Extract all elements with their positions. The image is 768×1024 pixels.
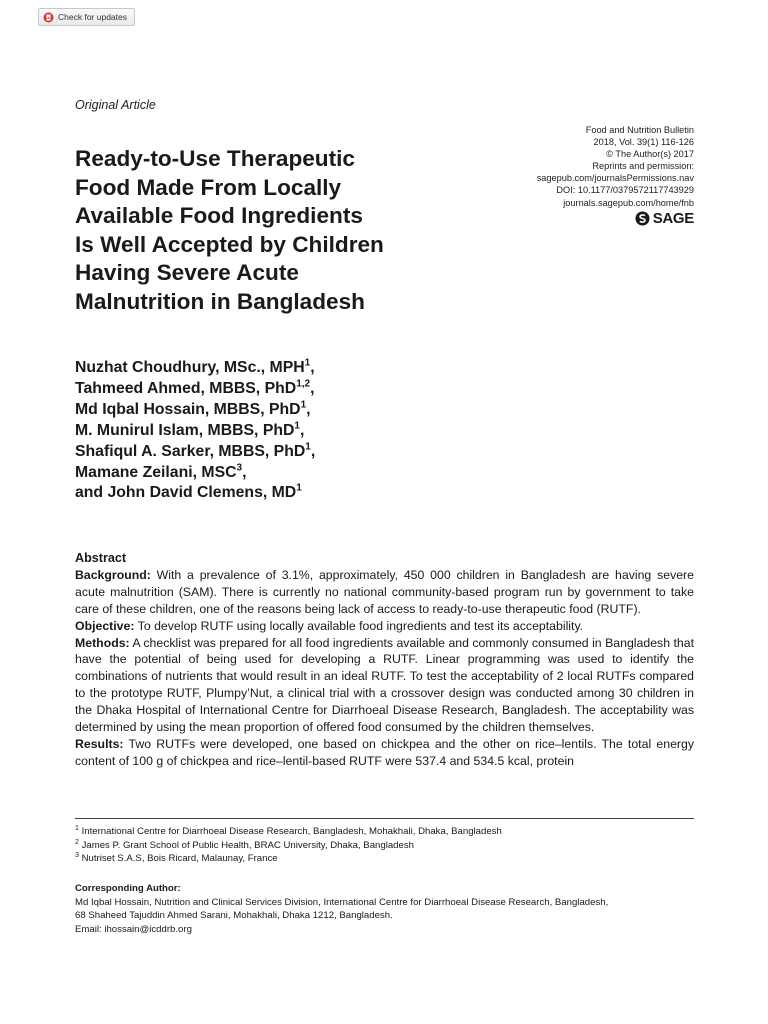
author (75, 463, 315, 484)
results-text: Two RUTFs were developed, one based on chickpea and the other on rice–lentils. The total energy content of 100 g of chickpea and rice–lentil-based RUTF were 537.4 and 534.5 kcal, protein (75, 736, 694, 768)
methods-text: A checklist was prepared for all food ingredients available and commonly consumed in Bangladesh that have the potential of being used for developing a RUTF. Linear programming was used to identify the combinations of nutrients that would result in an ideal RUTF. To test the acceptability of 2 local RUTFs compared to the prototype RUTF, Plumpy’Nut, a clinical trial with a crossover design was conducted among 30 children in the Dhaka Hospital of International Centre for Diarrhoeal Disease Research, Bangladesh. The acceptability was determined by using the mean proportion of offered food consumed by the children themselves. (75, 635, 694, 735)
author (75, 400, 315, 421)
journal-reprints: Reprints and permission: (592, 161, 694, 172)
title-line: Having Severe Acute (75, 260, 299, 286)
title-line: Is Well Accepted by Children (75, 231, 384, 257)
author-separator: , (306, 400, 311, 418)
author-name: Tahmeed Ahmed, MBBS, PhD (75, 379, 297, 397)
abstract-heading: Abstract (75, 551, 127, 565)
footnote-number: 3 (75, 852, 79, 859)
author-name: and John David Clemens, MD (75, 484, 297, 502)
footnote-text: Nutriset S.A.S, Bois Ricard, Malaunay, France (81, 853, 278, 865)
author-separator: , (310, 359, 315, 376)
results-label: Results: (75, 736, 124, 751)
author-affiliation: 1 (300, 399, 307, 411)
footnote (75, 852, 694, 866)
author-affiliation: 3 (236, 462, 243, 474)
corresponding-name: Md Iqbal Hossain, Nutrition and Clinical Services Division, International Centre for Diarrhoeal Disease Research, Bangladesh, (75, 896, 609, 908)
author-affiliation: 1 (305, 441, 311, 453)
title-line: Malnutrition in Bangladesh (75, 288, 365, 314)
title-line: Food Made From Locally (75, 174, 342, 200)
journal-name: Food and Nutrition Bulletin (585, 125, 694, 135)
author-name: Shafiqul A. Sarker, MBBS, PhD (75, 442, 306, 460)
abstract-results (75, 736, 694, 770)
footnote (75, 825, 694, 839)
abstract (75, 550, 694, 770)
author-separator: , (310, 442, 316, 460)
sage-logo (635, 208, 694, 228)
article-title (75, 145, 495, 317)
author (75, 442, 315, 463)
author-name: Md Iqbal Hossain, MBBS, PhD (75, 400, 301, 418)
journal-home-link[interactable]: journals.sagepub.com/home/fnb (563, 197, 694, 208)
crossmark-icon (43, 12, 54, 23)
journal-volume: 2018, Vol. 39(1) 116-126 (593, 137, 694, 148)
corresponding-address: 68 Shaheed Tajuddin Ahmed Sarani, Mohakhali, Dhaka 1212, Bangladesh. (75, 910, 393, 922)
author-separator: , (242, 463, 247, 481)
background-text: With a prevalence of 3.1%, approximately, 450 000 children in Bangladesh are having severe acute malnutrition (SAM). There is currently no national community-based program run by government to take care of these children, one of the reasons being lack of access to ready-to-use therapeutic food (RUTF). (75, 567, 694, 616)
author-separator: , (299, 421, 305, 439)
corresponding-author (75, 882, 694, 936)
abstract-methods (75, 635, 694, 736)
journal-copyright: © The Author(s) 2017 (606, 149, 694, 160)
check-for-updates-label: Check for updates (58, 12, 127, 22)
background-label: Background: (75, 567, 151, 582)
author-name: Mamane Zeilani, MSC (75, 463, 237, 481)
author-name: Nuzhat Choudhury, MSc., MPH (75, 359, 305, 376)
article-type: Original Article (75, 98, 156, 112)
footnote-number: 2 (75, 838, 79, 846)
sage-logo-text: SAGE (652, 209, 694, 227)
author-list (75, 358, 315, 504)
corresponding-heading: Corresponding Author: (75, 883, 181, 894)
corresponding-email[interactable]: Email: ihossain@icddrb.org (75, 923, 192, 935)
abstract-objective (75, 618, 694, 635)
author-affiliation: 1,2 (296, 378, 311, 390)
author (75, 483, 315, 504)
footnote-text: International Centre for Diarrhoeal Disease Research, Bangladesh, Mohakhali, Dhaka, Bangladesh (81, 826, 502, 837)
author (75, 379, 315, 400)
author (75, 358, 315, 379)
author-affiliation: 1 (294, 420, 300, 432)
journal-permissions-link[interactable]: sagepub.com/journalsPermissions.nav (536, 173, 694, 184)
methods-label: Methods: (75, 635, 130, 650)
sage-logo-icon (635, 211, 650, 226)
journal-doi[interactable]: DOI: 10.1177/0379572117743929 (556, 185, 694, 196)
title-line: Available Food Ingredients (75, 203, 363, 229)
objective-text: To develop RUTF using locally available food ingredients and test its acceptability. (137, 618, 584, 633)
author (75, 421, 315, 442)
title-line: Ready-to-Use Therapeutic (75, 146, 355, 171)
author-affiliation: 1 (296, 483, 302, 495)
footnote-number: 1 (75, 824, 79, 832)
footnote-divider (75, 818, 694, 819)
objective-label: Objective: (75, 618, 135, 633)
check-for-updates-button[interactable] (38, 8, 135, 26)
author-affiliation: 1 (304, 357, 311, 369)
author-name: M. Munirul Islam, MBBS, PhD (75, 421, 295, 439)
affiliation-footnotes (75, 825, 694, 866)
abstract-background (75, 567, 694, 618)
footnote-text: James P. Grant School of Public Health, BRAC University, Dhaka, Bangladesh (81, 839, 414, 851)
author-separator: , (310, 379, 315, 397)
footnote (75, 839, 694, 853)
